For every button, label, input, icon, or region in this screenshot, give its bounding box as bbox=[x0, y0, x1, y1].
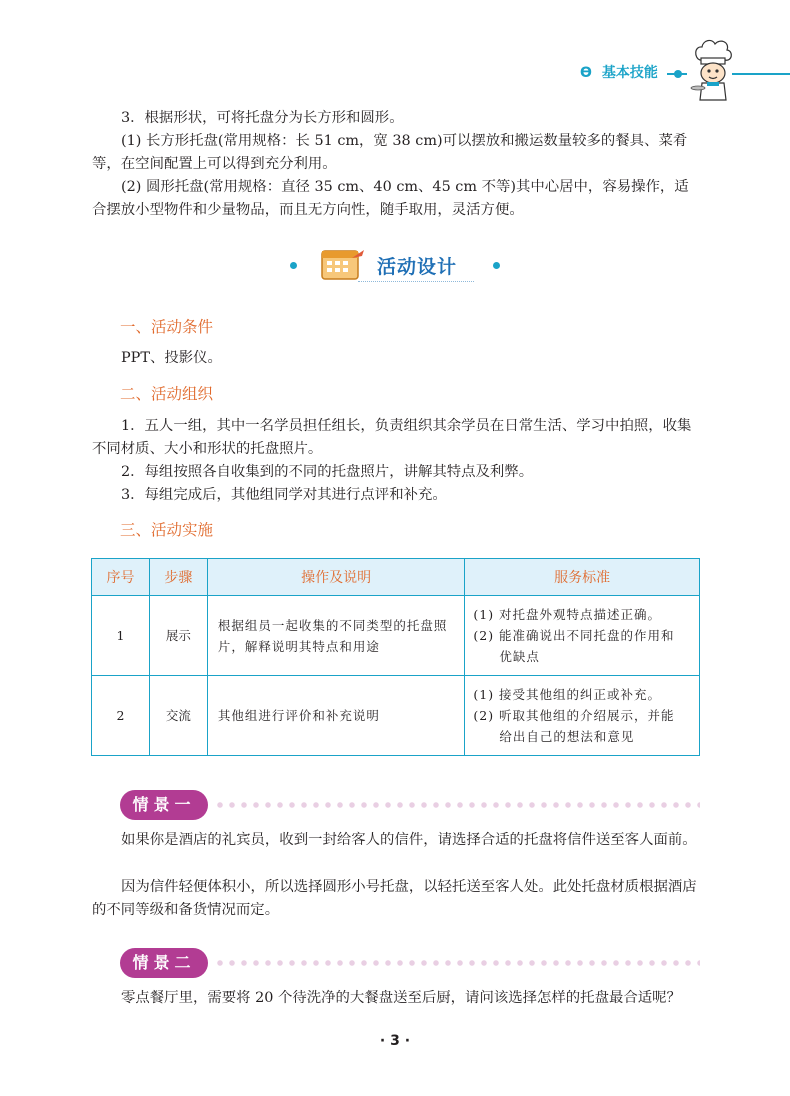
row-number: 1 bbox=[92, 596, 150, 676]
table-header-cell: 序号 bbox=[92, 559, 150, 596]
intro-paragraph-1: 3．根据形状，可将托盘分为长方形和圆形。 bbox=[121, 110, 404, 126]
section3-heading: 三、活动实施 bbox=[120, 521, 214, 539]
calendar-icon bbox=[318, 246, 368, 282]
scene1-tag: 情景一 bbox=[120, 790, 208, 820]
standard-line: (2) 能准确说出不同托盘的作用和 bbox=[473, 628, 675, 643]
table-header-cell: 操作及说明 bbox=[207, 559, 465, 596]
header-dot bbox=[674, 70, 682, 78]
standard-line: 优缺点 bbox=[499, 649, 540, 664]
scene1-dotted-rule bbox=[214, 800, 700, 810]
table-header-cell: 服务标准 bbox=[465, 559, 700, 596]
header-title: 基本技能 bbox=[601, 65, 658, 81]
standard-line: 给出自己的想法和意见 bbox=[499, 729, 635, 744]
row-operation: 根据组员一起收集的不同类型的托盘照片，解释说明其特点和用途 bbox=[207, 596, 465, 676]
banner-underline bbox=[358, 281, 474, 285]
section2-item-3: 3．每组完成后，其他组同学对其进行点评和补充。 bbox=[121, 487, 447, 503]
scene2-dotted-rule bbox=[214, 958, 700, 968]
section2-item-2: 2．每组按照各自收集到的不同的托盘照片，讲解其特点及利弊。 bbox=[121, 464, 534, 480]
intro-paragraph-3: (2) 圆形托盘(常用规格：直径 35 cm、40 cm、45 cm 不等)其中心居中，容易操作，适合摆放小型物件和少量物品，而且无方向性，随手取用，灵活方便。 bbox=[92, 179, 689, 218]
row-number: 2 bbox=[92, 676, 150, 756]
table-row bbox=[92, 676, 700, 756]
row-operation: 其他组进行评价和补充说明 bbox=[207, 676, 465, 756]
section1-text: PPT、投影仪。 bbox=[121, 350, 222, 366]
table-header-row bbox=[92, 559, 700, 596]
table-row bbox=[92, 596, 700, 676]
header-mark: ϴ bbox=[580, 65, 592, 81]
row-step: 交流 bbox=[149, 676, 207, 756]
intro-paragraph-2: (1) 长方形托盘(常用规格：长 51 cm，宽 38 cm)可以摆放和搬运数量较多的餐具、菜肴等，在空间配置上可以得到充分利用。 bbox=[92, 133, 688, 172]
section2-item-1: 1．五人一组，其中一名学员担任组长，负责组织其余学员在日常生活、学习中拍照，收集不同材质、大小和形状的托盘照片。 bbox=[92, 418, 692, 457]
scene1-paragraph-1: 如果你是酒店的礼宾员，收到一封给客人的信件，请选择合适的托盘将信件送至客人面前。 bbox=[121, 832, 697, 848]
standard-line: (1) 接受其他组的纠正或补充。 bbox=[473, 687, 662, 702]
row-standard bbox=[465, 676, 700, 756]
banner-dot-left bbox=[290, 262, 297, 269]
section1-heading: 一、活动条件 bbox=[120, 318, 214, 336]
scene2-tag: 情景二 bbox=[120, 948, 208, 978]
running-header bbox=[580, 62, 658, 82]
banner-dot-right bbox=[493, 262, 500, 269]
page-number: · 3 · bbox=[379, 1033, 411, 1049]
banner-title: 活动设计 bbox=[377, 256, 458, 278]
row-standard bbox=[465, 596, 700, 676]
standard-line: (2) 听取其他组的介绍展示，并能 bbox=[473, 708, 675, 723]
chef-mascot-icon bbox=[690, 38, 736, 102]
standard-line: (1) 对托盘外观特点描述正确。 bbox=[473, 607, 662, 622]
scene1-paragraph-2: 因为信件轻便体积小，所以选择圆形小号托盘，以轻托送至客人处。此处托盘材质根据酒店的不同等级和备货情况而定。 bbox=[92, 879, 697, 918]
scene2-paragraph-1: 零点餐厅里，需要将 20 个待洗净的大餐盘送至后厨，请问该选择怎样的托盘最合适呢？ bbox=[121, 990, 681, 1006]
header-rule-right bbox=[732, 73, 790, 75]
section2-heading: 二、活动组织 bbox=[120, 385, 214, 403]
activity-table bbox=[91, 558, 700, 756]
row-step: 展示 bbox=[149, 596, 207, 676]
table-header-cell: 步骤 bbox=[149, 559, 207, 596]
